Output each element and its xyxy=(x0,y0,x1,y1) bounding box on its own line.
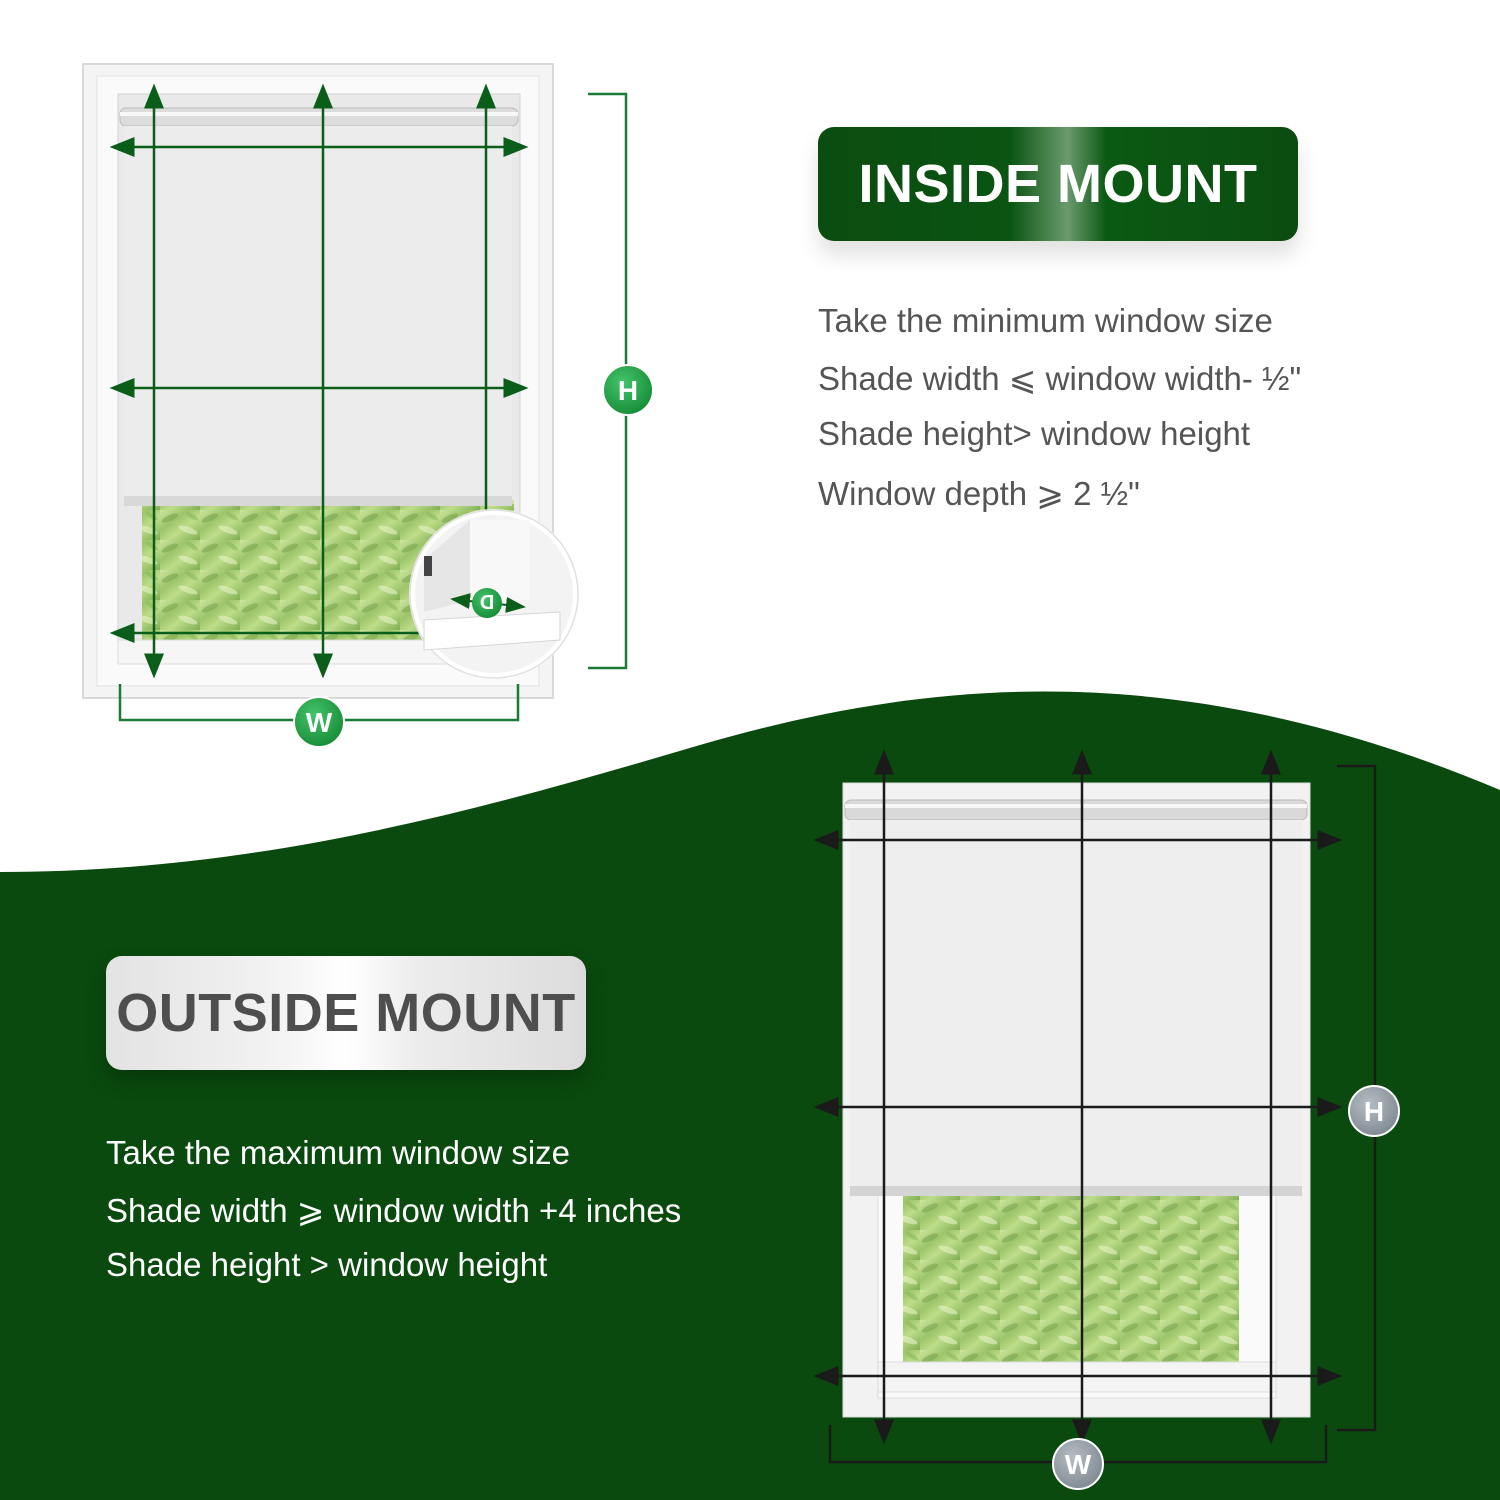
inside-mount-line-4: Window depth ⩾ 2 ½" xyxy=(818,475,1140,512)
outside-width-badge xyxy=(1053,1439,1103,1489)
outside-mount-line-1: Take the maximum window size xyxy=(106,1134,570,1171)
outside-height-badge xyxy=(1349,1086,1399,1136)
inside-depth-label: D xyxy=(479,590,495,612)
inside-width-label: W xyxy=(305,707,333,738)
inside-height-label: H xyxy=(617,375,639,406)
outside-window-glass xyxy=(903,1192,1239,1362)
inside-mount-line-2: Shade width ⩽ window width- ½" xyxy=(818,360,1302,397)
outside-headrail xyxy=(845,800,1307,820)
outside-width-label: W xyxy=(1064,1449,1092,1480)
inside-mount-line-1: Take the minimum window size xyxy=(818,302,1273,339)
outside-mount-line-2: Shade width ⩾ window width +4 inches xyxy=(106,1192,682,1229)
outside-mount-line-3: Shade height > window height xyxy=(106,1246,548,1283)
inside-mount-title: INSIDE MOUNT xyxy=(818,127,1298,241)
outside-height-label: H xyxy=(1363,1096,1385,1127)
inside-mount-line-3: Shade height> window height xyxy=(818,415,1251,452)
outside-shade-fabric xyxy=(850,820,1302,1188)
outside-mount-title: OUTSIDE MOUNT xyxy=(106,956,586,1070)
